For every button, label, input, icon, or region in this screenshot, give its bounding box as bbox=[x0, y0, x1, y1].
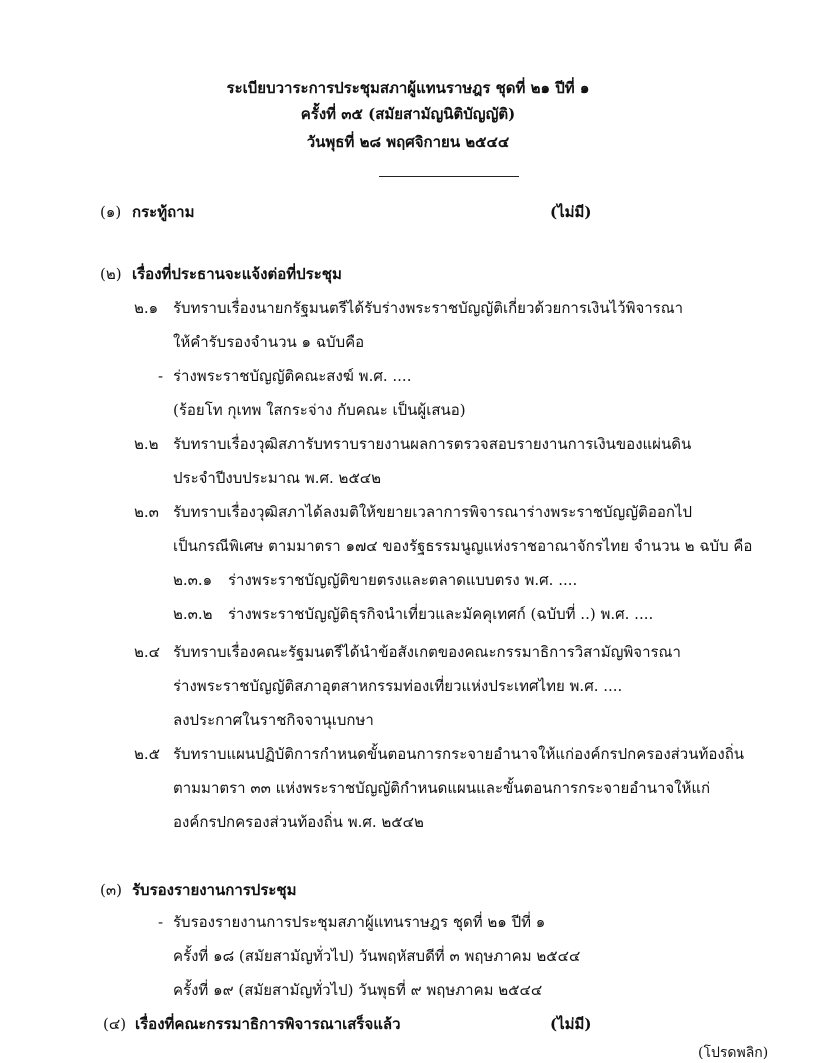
section-3-line-3: ครั้งที่ ๑๙ (สมัยสามัญทั่วไป) วันพุธที่ ๙ พฤษภาคม ๒๕๔๔ bbox=[173, 981, 543, 999]
section-2-title: เรื่องที่ประธานจะแจ้งต่อที่ประชุม bbox=[132, 265, 342, 283]
session-number: ครั้งที่ ๓๕ (สมัยสามัญนิติบัญญัติ) bbox=[300, 105, 516, 123]
item-2-1-number: ๒.๑ bbox=[134, 299, 159, 317]
section-3-title: รับรองรายงานการประชุม bbox=[132, 881, 297, 899]
section-2-number: (๒) bbox=[100, 265, 122, 283]
item-2-1-bill: ร่างพระราชบัญญัติคณะสงฆ์ พ.ศ. .... bbox=[173, 367, 412, 385]
agenda-title: ระเบียบวาระการประชุมสภาผู้แทนราษฎร ชุดที่ ๒๑ ปีที่ ๑ bbox=[226, 79, 590, 97]
item-2-3-1-number: ๒.๓.๑ bbox=[173, 571, 213, 589]
section-3-number: (๓) bbox=[100, 881, 122, 899]
header-divider bbox=[379, 176, 519, 177]
item-2-3-2-text: ร่างพระราชบัญญัติธุรกิจนำเที่ยวและมัคคุเทศก์ (ฉบับที่ ..) พ.ศ. .... bbox=[228, 605, 654, 623]
section-4-title: เรื่องที่คณะกรรมาธิการพิจารณาเสร็จแล้ว bbox=[135, 1015, 401, 1033]
item-2-3-number: ๒.๓ bbox=[134, 503, 159, 521]
item-2-4-line-2: ร่างพระราชบัญญัติสภาอุตสาหกรรมท่องเที่ยวแห่งประเทศไทย พ.ศ. .... bbox=[173, 677, 623, 695]
item-2-5-number: ๒.๕ bbox=[134, 745, 161, 763]
item-2-3-2-number: ๒.๓.๒ bbox=[173, 605, 213, 623]
section-3-line-1: รับรองรายงานการประชุมสภาผู้แทนราษฎร ชุดที่ ๒๑ ปีที่ ๑ bbox=[173, 913, 546, 931]
item-2-2-number: ๒.๒ bbox=[134, 435, 159, 453]
item-2-4-line-3: ลงประกาศในราชกิจจานุเบกษา bbox=[173, 711, 374, 729]
section-3-bullet: - bbox=[158, 913, 164, 931]
item-2-5-line-3: องค์กรปกครองส่วนท้องถิ่น พ.ศ. ๒๕๔๒ bbox=[173, 813, 424, 831]
item-2-1-line-2: ให้คำรับรองจำนวน ๑ ฉบับคือ bbox=[173, 333, 365, 351]
item-2-1-proposer: (ร้อยโท กุเทพ ใสกระจ่าง กับคณะ เป็นผู้เสนอ) bbox=[173, 401, 466, 419]
item-2-4-line-1: รับทราบเรื่องคณะรัฐมนตรีได้นำข้อสังเกตของคณะกรรมาธิการวิสามัญพิจารณา bbox=[173, 643, 681, 661]
section-1-status: (ไม่มี) bbox=[550, 203, 592, 221]
section-4-number: (๔) bbox=[103, 1015, 127, 1033]
item-2-3-1-text: ร่างพระราชบัญญัติขายตรงและตลาดแบบตรง พ.ศ. .... bbox=[228, 571, 578, 589]
item-2-5-line-2: ตามมาตรา ๓๓ แห่งพระราชบัญญัติกำหนดแผนและขั้นตอนการกระจายอำนาจให้แก่ bbox=[173, 779, 711, 797]
item-2-2-line-1: รับทราบเรื่องวุฒิสภารับทราบรายงานผลการตรวจสอบรายงานการเงินของแผ่นดิน bbox=[173, 435, 692, 453]
item-2-3-line-2: เป็นกรณีพิเศษ ตามมาตรา ๑๗๔ ของรัฐธรรมนูญแห่งราชอาณาจักรไทย จำนวน ๒ ฉบับ คือ bbox=[173, 537, 753, 555]
section-4-status: (ไม่มี) bbox=[550, 1015, 592, 1033]
section-1-title: กระทู้ถาม bbox=[132, 203, 195, 221]
item-2-2-line-2: ประจำปีงบประมาณ พ.ศ. ๒๕๔๒ bbox=[173, 469, 382, 487]
item-2-1-bullet: - bbox=[158, 367, 164, 385]
item-2-1-line-1: รับทราบเรื่องนายกรัฐมนตรีได้รับร่างพระราชบัญญัติเกี่ยวด้วยการเงินไว้พิจารณา bbox=[173, 299, 684, 317]
section-1-number: (๑) bbox=[100, 203, 122, 221]
page-turn-note: (โปรดพลิก) bbox=[698, 1045, 769, 1061]
meeting-date: วันพุธที่ ๒๘ พฤศจิกายน ๒๕๔๔ bbox=[306, 133, 510, 151]
item-2-3-line-1: รับทราบเรื่องวุฒิสภาได้ลงมติให้ขยายเวลาการพิจารณาร่างพระราชบัญญัติออกไป bbox=[173, 503, 692, 521]
item-2-4-number: ๒.๔ bbox=[134, 643, 161, 661]
section-3-line-2: ครั้งที่ ๑๘ (สมัยสามัญทั่วไป) วันพฤหัสบดีที่ ๓ พฤษภาคม ๒๕๔๔ bbox=[173, 947, 581, 965]
item-2-5-line-1: รับทราบแผนปฏิบัติการกำหนดขั้นตอนการกระจายอำนาจให้แก่องค์กรปกครองส่วนท้องถิ่น bbox=[173, 745, 745, 763]
